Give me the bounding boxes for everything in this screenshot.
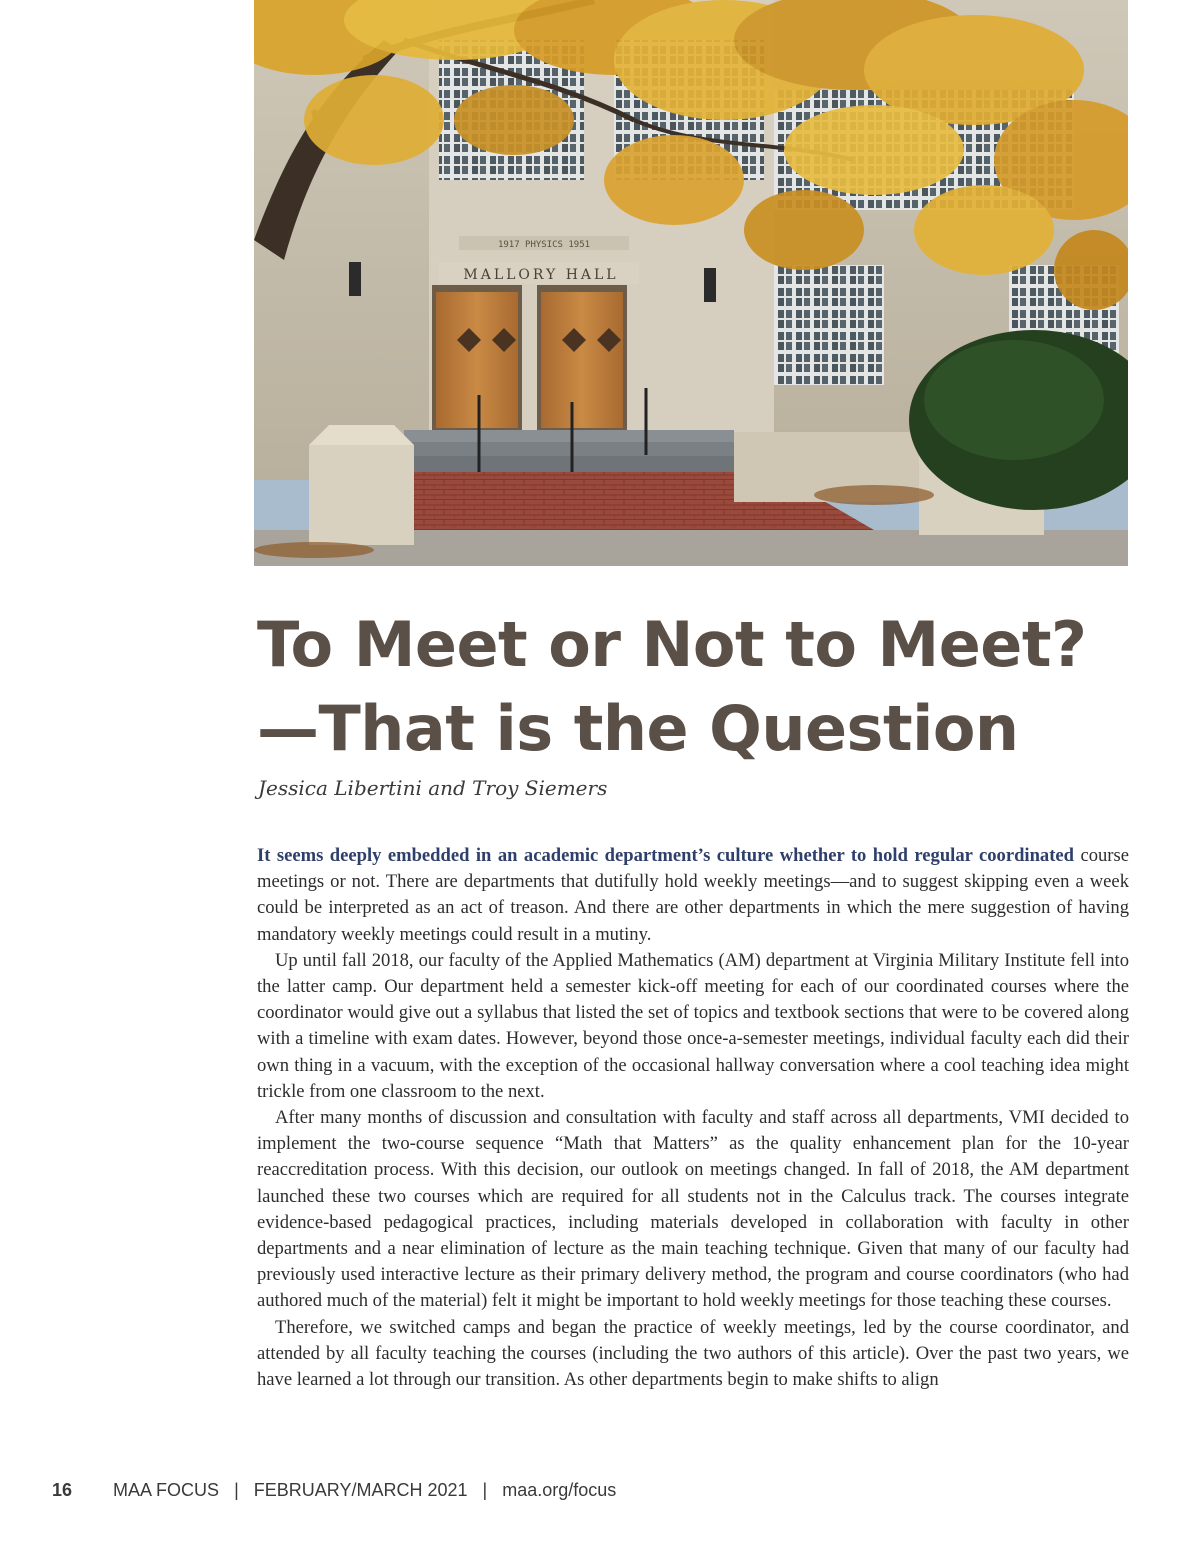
- publication-name: MAA FOCUS: [113, 1480, 220, 1500]
- issue-date: FEBRUARY/MARCH 2021: [253, 1480, 468, 1500]
- building-sign: MALLORY HALL: [463, 267, 619, 283]
- paragraph-2: Up until fall 2018, our faculty of the Applied Mathematics (AM) department at Virginia Military Institute fell into the latter camp. Our department held a semester kick-off meeting for each of our coordinated courses where the coordinator would give out a syllabus that listed the set of topics and textbook sections that were to be covered along with a timeline with exam dates. However, beyond those once-a-semester meetings, individual faculty each did their own thing in a vacuum, with the exception of the occasional hallway conversation where a cool teaching idea might trickle from one classroom to the next.: [257, 949, 1129, 1102]
- paragraph-3: After many months of discussion and consultation with faculty and staff across all departments, VMI decided to implement the two-course sequence “Math that Matters” as the quality enhancement plan for the 10-year reaccreditation process. With this decision, our outlook on meetings changed. In fall of 2018, the AM department launched these two courses which are required for all students not in the Calculus track. The courses integrate evidence-based pedagogical practices, including materials developed in collaboration with faculty in other departments and a near elimination of lecture as the main teaching technique. Given that many of our faculty had previously used interactive lecture as their primary delivery method, the program and course coordinators (who had authored much of the material) felt it might be important to hold weekly meetings for those teaching these courses.: [257, 1107, 1129, 1312]
- lead-in-text: It seems deeply embedded in an academic department’s culture whether to hold regular coordinated: [257, 845, 1075, 866]
- article-body: [257, 843, 1129, 1393]
- paragraph-1: [257, 843, 1129, 948]
- paragraph-1-text: course meetings or not. There are departments that dutifully hold weekly meetings—and to suggest skipping even a week could be interpreted as an act of treason. And there are other departments in which the mere suggestion of having mandatory weekly meetings could result in a mutiny.: [257, 845, 1129, 945]
- lintel-inscription: 1917 PHYSICS 1951: [497, 240, 591, 250]
- page-footer: [52, 1480, 616, 1501]
- page-number: 16: [52, 1480, 73, 1500]
- article-title: To Meet or Not to Meet?—That is the Question: [257, 608, 1087, 765]
- footer-url[interactable]: maa.org/focus: [502, 1480, 617, 1500]
- paragraph-4: Therefore, we switched camps and began the practice of weekly meetings, led by the course coordinator, and attended by all faculty teaching the courses (including the two authors of this article). Over the past two years, we have learned a lot through our transition. As other departments begin to make shifts to align: [257, 1316, 1129, 1391]
- footer-separator: |: [482, 1480, 488, 1500]
- footer-separator: |: [234, 1480, 239, 1500]
- article-byline: Jessica Libertini and Troy Siemers: [258, 776, 608, 800]
- article-photo: [254, 0, 1128, 566]
